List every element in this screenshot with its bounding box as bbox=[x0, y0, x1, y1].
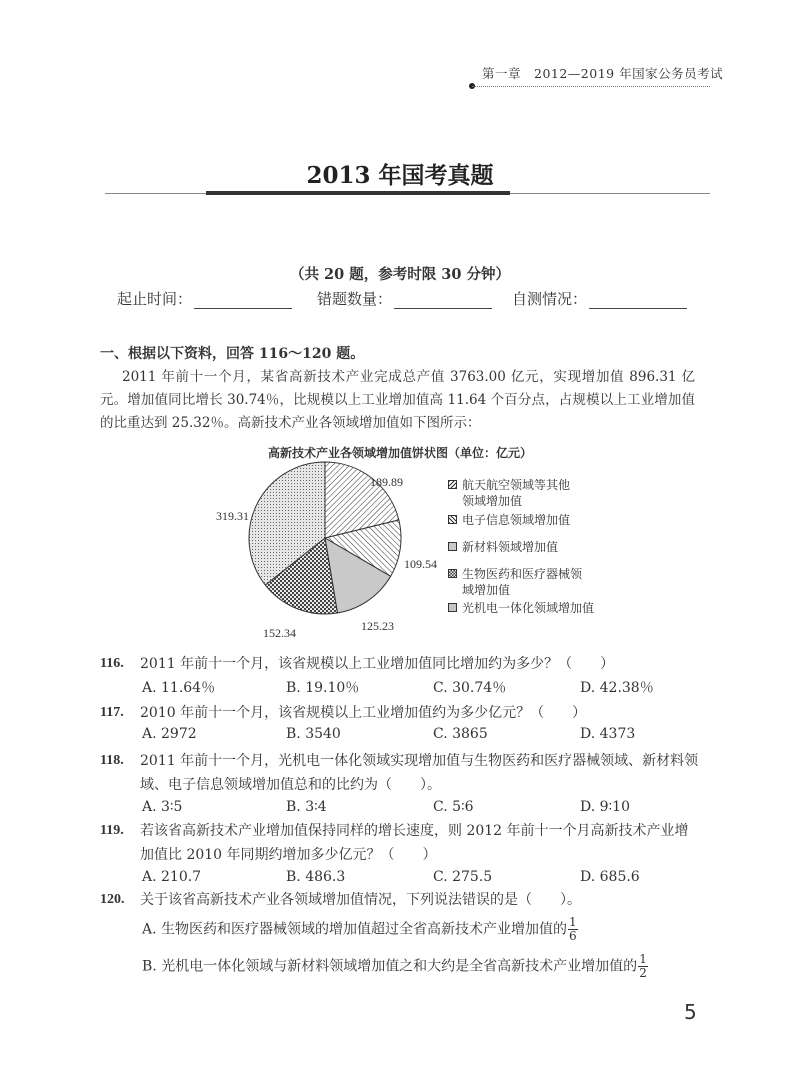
question-118 bbox=[100, 753, 720, 823]
option-a[interactable]: A. 2972 bbox=[142, 726, 197, 742]
slice-label-optomechatronics: 319.31 bbox=[216, 509, 249, 523]
legend-swatch-gray bbox=[448, 542, 457, 551]
question-number: 116. bbox=[100, 656, 124, 671]
fraction-one-sixth: $\frac{1}{6}$ bbox=[569, 915, 577, 943]
slice-label-biomedical: 152.34 bbox=[263, 626, 296, 640]
option-a[interactable]: A. 11.64％ bbox=[142, 680, 216, 696]
legend-swatch-dotted bbox=[448, 603, 457, 612]
question-number: 119. bbox=[100, 823, 124, 838]
question-number: 118. bbox=[100, 753, 124, 768]
slice-label-aerospace: 189.89 bbox=[370, 475, 403, 489]
question-stem: 关于该省高新技术产业各领域增加值情况，下列说法错误的是（ ）。 bbox=[140, 892, 581, 908]
running-header: 第一章 2012—2019 年国家公务员考试 bbox=[482, 66, 724, 81]
legend-label: 光机电一体化领域增加值 bbox=[462, 601, 595, 615]
chart-title: 高新技术产业各领域增加值饼状图（单位：亿元） bbox=[267, 446, 532, 460]
option-d[interactable]: D. 42.38％ bbox=[580, 680, 654, 696]
question-stem-line-2: 域、电子信息领域增加值总和的比约为（ ）。 bbox=[140, 777, 441, 793]
question-117 bbox=[100, 705, 720, 751]
legend-label: 电子信息领域增加值 bbox=[462, 513, 571, 527]
fraction-one-half: $\frac{1}{2}$ bbox=[639, 952, 647, 980]
option-a[interactable]: A. 210.7 bbox=[142, 869, 202, 885]
option-a[interactable]: A. 3∶5 bbox=[142, 799, 183, 815]
section-heading: 一、根据以下资料，回答 116～120 题。 bbox=[100, 346, 365, 362]
page-number: 5 bbox=[684, 1000, 697, 1024]
record-label: 起止时间： bbox=[117, 290, 193, 308]
question-116 bbox=[100, 656, 720, 702]
question-stem-line-2: 加值比 2010 年同期约增加多少亿元？（ ） bbox=[140, 847, 437, 863]
legend-swatch-back-hatch bbox=[448, 515, 457, 524]
option-d[interactable]: D. 9∶10 bbox=[580, 799, 630, 815]
passage-text: 2011 年前十一个月，某省高新技术产业完成总产值 3763.00 亿元，实现增加值 896.31 亿元。增加值同比增长 30.74％，比规模以上工业增加值高 11.64 个百分点，占规模以上工业增加值的比重达到 25.32％。高新技术产业各领域增加值如下图所示： bbox=[100, 369, 695, 431]
legend-label: 新材料领域增加值 bbox=[462, 540, 559, 554]
option-b[interactable]: B. 3∶4 bbox=[286, 799, 327, 815]
option-b[interactable] bbox=[142, 953, 648, 980]
exam-subtitle: （共 20 题，参考时限 30 分钟） bbox=[289, 266, 511, 283]
option-b-text: B. 光机电一体化领域与新材料领域增加值之和大约是全省高新技术产业增加值的 bbox=[142, 958, 638, 975]
question-stem-line-1: 2011 年前十一个月，光机电一体化领域实现增加值与生物医药和医疗器械领域、新材料领 bbox=[140, 753, 699, 769]
legend-label: 航天航空领域等其他 领域增加值 bbox=[462, 478, 571, 508]
page-title: 2013 年国考真题 bbox=[306, 162, 494, 189]
slice-label-electronics: 109.54 bbox=[404, 557, 437, 571]
option-b[interactable]: B. 486.3 bbox=[286, 869, 346, 885]
legend-label: 生物医药和医疗器械领 域增加值 bbox=[462, 567, 583, 597]
record-label: 错题数量： bbox=[317, 290, 393, 308]
record-label: 自测情况： bbox=[512, 290, 588, 308]
option-d[interactable]: D. 4373 bbox=[580, 726, 636, 742]
legend-swatch-checker bbox=[448, 569, 457, 578]
question-number: 117. bbox=[100, 705, 124, 720]
option-d[interactable]: D. 685.6 bbox=[580, 869, 640, 885]
option-b[interactable]: B. 3540 bbox=[286, 726, 341, 742]
option-c[interactable]: C. 30.74％ bbox=[433, 680, 507, 696]
option-c[interactable]: C. 3865 bbox=[433, 726, 488, 742]
question-stem-line-1: 若该省高新技术产业增加值保持同样的增长速度，则 2012 年前十一个月高新技术产业增 bbox=[140, 823, 689, 839]
option-c[interactable]: C. 5∶6 bbox=[433, 799, 474, 815]
question-number: 120. bbox=[100, 892, 125, 907]
slice-label-new-materials: 125.23 bbox=[361, 619, 394, 633]
option-b[interactable]: B. 19.10％ bbox=[286, 680, 360, 696]
question-stem: 2010 年前十一个月，该省规模以上工业增加值约为多少亿元？（ ） bbox=[140, 705, 587, 721]
option-a[interactable] bbox=[142, 916, 578, 943]
question-119 bbox=[100, 823, 720, 893]
legend-swatch-diagonal-hatch bbox=[448, 480, 457, 489]
question-120 bbox=[100, 892, 720, 992]
question-stem: 2011 年前十一个月，该省规模以上工业增加值同比增加约为多少？（ ） bbox=[140, 656, 615, 672]
option-a-text: A. 生物医药和医疗器械领域的增加值超过全省高新技术产业增加值的 bbox=[142, 921, 568, 938]
option-c[interactable]: C. 275.5 bbox=[433, 869, 493, 885]
